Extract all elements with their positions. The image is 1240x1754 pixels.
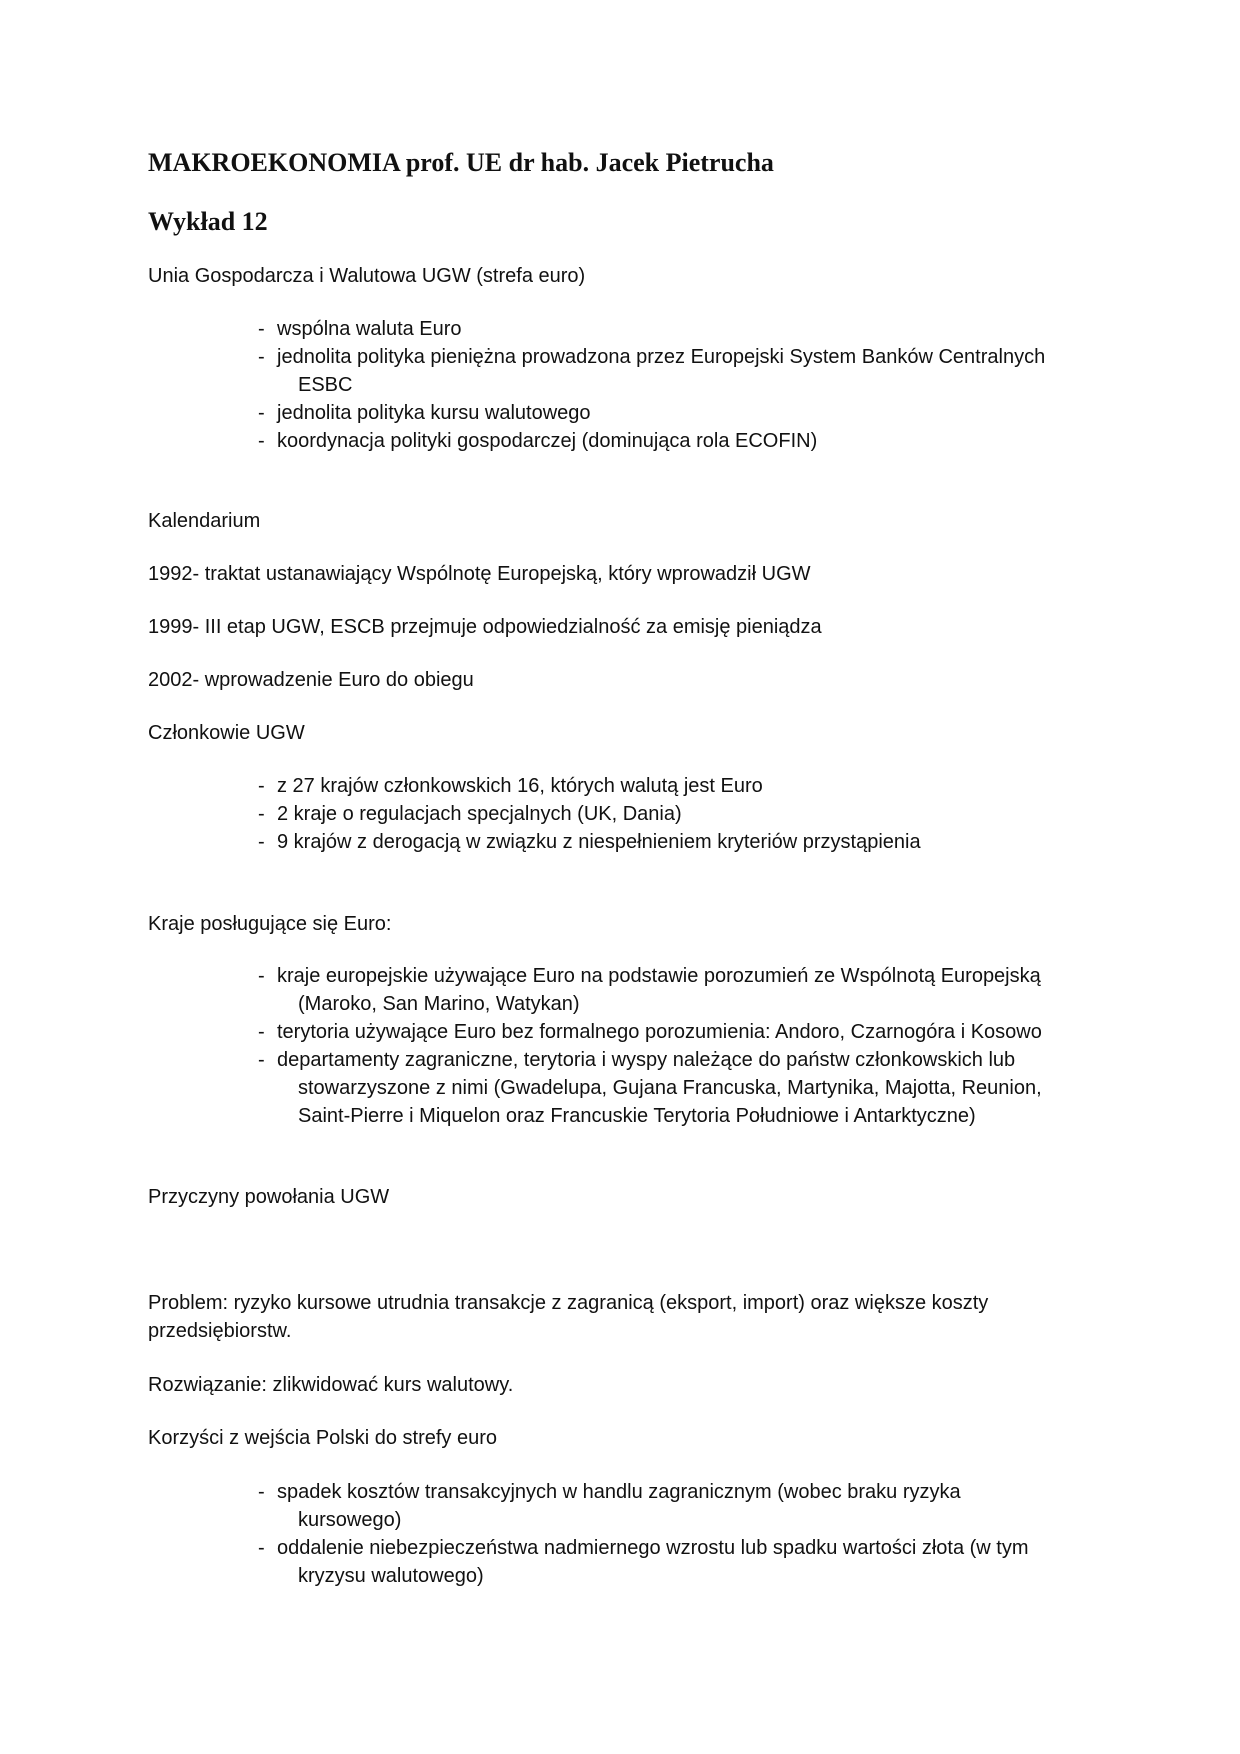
calendar-entry: 1992- traktat ustanawiający Wspólnotę Europejską, który wprowadził UGW <box>148 563 811 585</box>
list-item: - 2 kraje o regulacjach specjalnych (UK, Dania) <box>258 800 1088 828</box>
benefits-list <box>258 1478 1088 1590</box>
list-item: - z 27 krajów członkowskich 16, których walutą jest Euro <box>258 772 1088 800</box>
members-heading: Członkowie UGW <box>148 722 305 744</box>
list-item: - terytoria używające Euro bez formalnego porozumienia: Andoro, Czarnogóra i Kosowo <box>258 1018 1088 1046</box>
benefits-heading: Korzyści z wejścia Polski do strefy euro <box>148 1427 498 1449</box>
lecture-title: Wykład 12 <box>148 207 268 236</box>
ugw-heading: Unia Gospodarcza i Walutowa UGW (strefa euro) <box>148 265 586 287</box>
calendar-heading: Kalendarium <box>148 510 261 532</box>
problem-text-line1: Problem: ryzyko kursowe utrudnia transakcje z zagranicą (eksport, import) oraz większe koszty <box>148 1292 989 1314</box>
list-item: - koordynacja polityki gospodarczej (dominująca rola ECOFIN) <box>258 427 1088 455</box>
list-item: - oddalenie niebezpieczeństwa nadmiernego wzrostu lub spadku wartości złota (w tym kryzysu walutowego) <box>258 1534 1088 1590</box>
solution-text: Rozwiązanie: zlikwidować kurs walutowy. <box>148 1374 514 1396</box>
reasons-heading: Przyczyny powołania UGW <box>148 1186 390 1208</box>
list-item: - departamenty zagraniczne, terytoria i wyspy należące do państw członkowskich lub stowarzyszone z nimi (Gwadelupa, Gujana Francuska, Martynika, Majotta, Reunion, Saint-Pierre i Miquelon oraz Francuskie Terytoria Południowe i Antarktyczne) <box>258 1046 1088 1130</box>
list-item: - jednolita polityka pieniężna prowadzona przez Europejski System Banków Centralnych ESBC <box>258 343 1088 399</box>
ugw-list <box>258 315 1088 455</box>
list-item: - 9 krajów z derogacją w związku z niespełnieniem kryteriów przystąpienia <box>258 828 1088 856</box>
euro-users-heading: Kraje posługujące się Euro: <box>148 913 392 935</box>
members-list <box>258 772 1088 856</box>
list-item: - spadek kosztów transakcyjnych w handlu zagranicznym (wobec braku ryzyka kursowego) <box>258 1478 1088 1534</box>
list-item: - jednolita polityka kursu walutowego <box>258 399 1088 427</box>
course-title: MAKROEKONOMIA prof. UE dr hab. Jacek Pietrucha <box>148 148 774 177</box>
euro-users-list <box>258 962 1088 1130</box>
list-item: - wspólna waluta Euro <box>258 315 1088 343</box>
calendar-entry: 2002- wprowadzenie Euro do obiegu <box>148 669 474 691</box>
calendar-entry: 1999- III etap UGW, ESCB przejmuje odpowiedzialność za emisję pieniądza <box>148 616 822 638</box>
problem-text-line2: przedsiębiorstw. <box>148 1320 292 1342</box>
list-item: - kraje europejskie używające Euro na podstawie porozumień ze Wspólnotą Europejską (Maroko, San Marino, Watykan) <box>258 962 1088 1018</box>
